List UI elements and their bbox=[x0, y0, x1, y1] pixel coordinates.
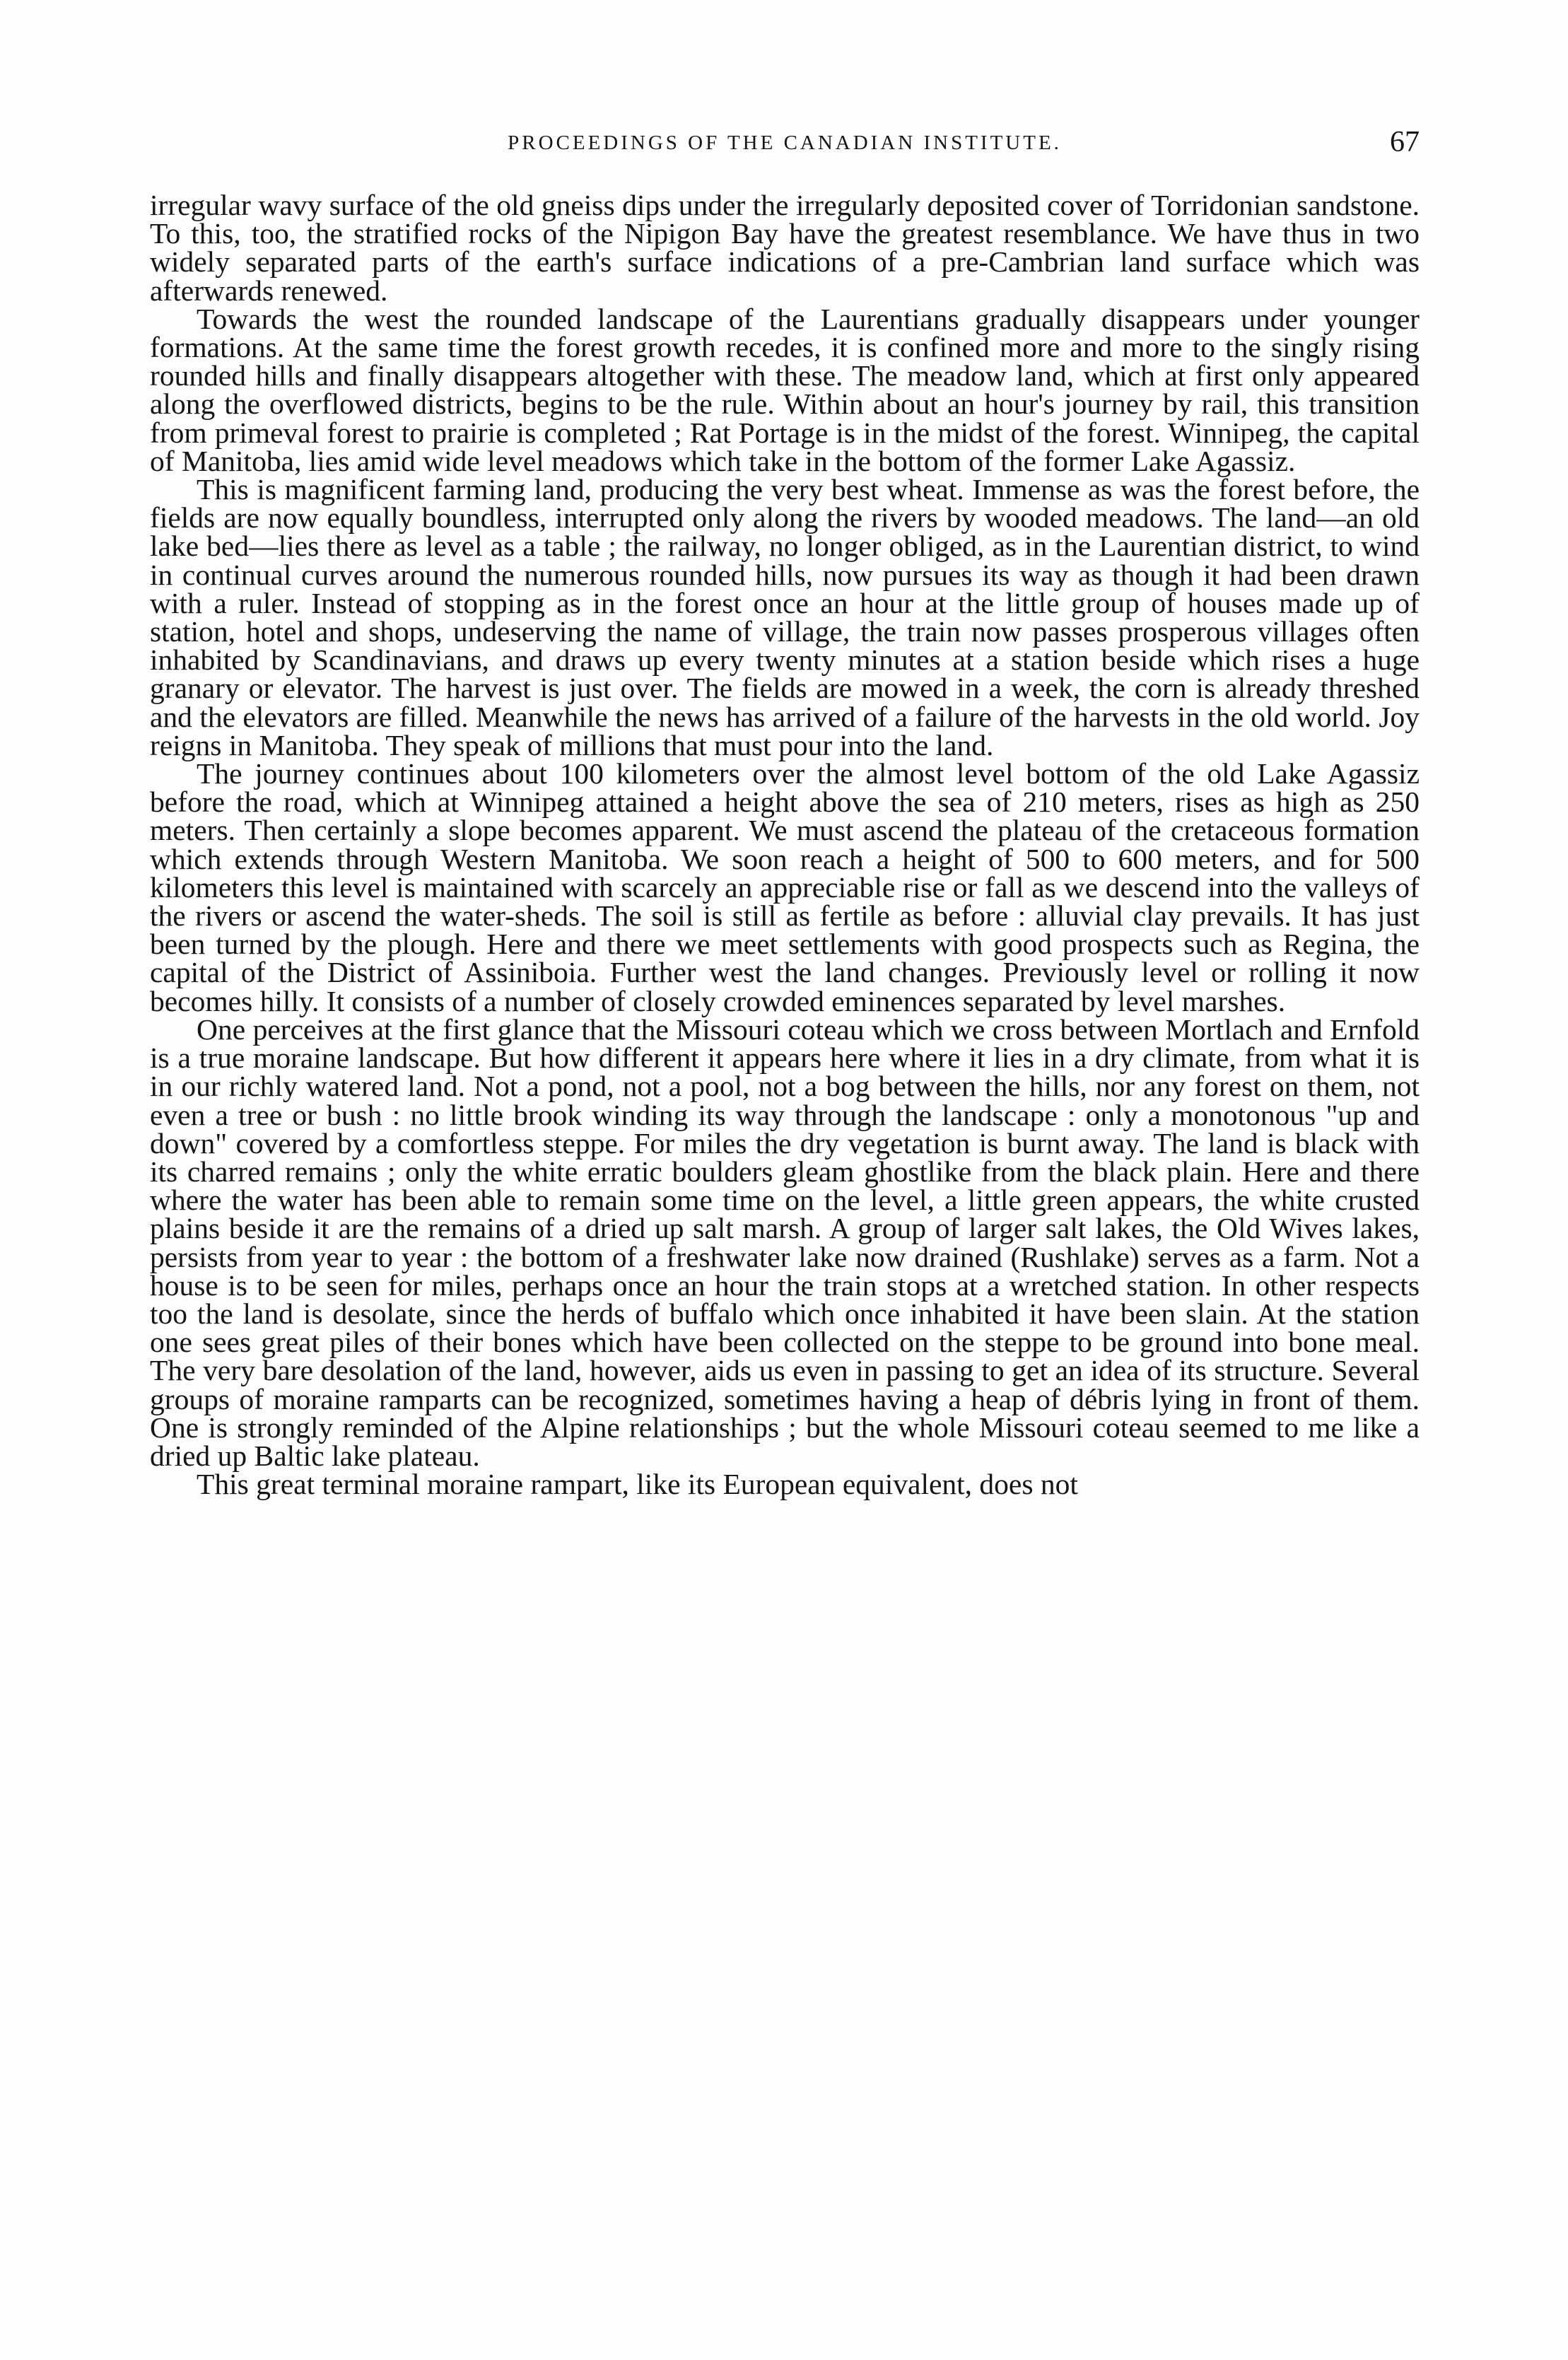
paragraph-6: This great terminal moraine rampart, like its European equivalent, does not bbox=[197, 1468, 1078, 1501]
paragraph-5: One perceives at the first glance that the Missouri coteau which we cross between Mortlach and Ernfold is a true moraine landscape. But how different it appears here where it lies in a dry climate, from what it is in our richly watered land. Not a pond, not a pool, not a bog between the hills, nor any forest on them, not even a tree or bush : no little brook winding its way through the landscape : only a monotonous "up and down" covered by a comfortless steppe. For miles the dry vegetation is burnt away. The land is black with its charred remains ; only the white erratic boulders gleam ghostlike from the black plain. Here and there where the water has been able to remain some time on the level, a little green appears, the white crusted plains beside it are the remains of a dried up salt marsh. A group of larger salt lakes, the Old Wives lakes, persists from year to year : the bottom of a freshwater lake now drained (Rushlake) serves as a farm. Not a house is to be seen for miles, perhaps once an hour the train stops at a wretched station. In other respects too the land is desolate, since the herds of buffalo which once inhabited it have been slain. At the station one sees great piles of their bones which have been collected on the steppe to be ground into bone meal. The very bare desolation of the land, however, aids us even in passing to get an idea of its structure. Several groups of moraine ramparts can be recognized, sometimes having a heap of débris lying in front of them. One is strongly reminded of the Alpine relationships ; but the whole Missouri coteau seemed to me like a dried up Baltic lake plateau. bbox=[150, 1012, 1420, 1472]
page-header bbox=[150, 126, 1420, 164]
body-text bbox=[150, 189, 1420, 1501]
paragraph-1: irregular wavy surface of the old gneiss dips under the irregularly deposited cover of Torridonian sandstone. To this, too, the stratified rocks of the Nipigon Bay have the greatest resemblance. We have thus in two widely separated parts of the earth's surface indications of a pre-Cambrian land surface which was afterwards renewed. bbox=[150, 189, 1420, 307]
paragraph-4: The journey continues about 100 kilometers over the almost level bottom of the old Lake Agassiz before the road, which at Winnipeg attained a height above the sea of 210 meters, rises as high as 250 meters. Then certainly a slope becomes apparent. We must ascend the plateau of the cretaceous formation which extends through Western Manitoba. We soon reach a height of 500 to 600 meters, and for 500 kilometers this level is maintained with scarcely an appreciable rise or fall as we descend into the valleys of the rivers or ascend the water-sheds. The soil is still as fertile as before : alluvial clay prevails. It has just been turned by the plough. Here and there we meet settlements with good prospects such as Regina, the capital of the District of Assiniboia. Further west the land changes. Previously level or rolling it now becomes hilly. It consists of a number of closely crowded eminences separated by level marshes. bbox=[150, 757, 1420, 1017]
paragraph-3: This is magnificent farming land, producing the very best wheat. Immense as was the forest before, the fields are now equally boundless, interrupted only along the rivers by wooded meadows. The land—an old lake bed—lies there as level as a table ; the railway, no longer obliged, as in the Laurentian district, to wind in continual curves around the numerous rounded hills, now pursues its way as though it had been drawn with a ruler. Instead of stopping as in the forest once an hour at the little group of houses made up of station, hotel and shops, undeserving the name of village, the train now passes prosperous villages often inhabited by Scandinavians, and draws up every twenty minutes at a station beside which rises a huge granary or elevator. The harvest is just over. The fields are mowed in a week, the corn is already threshed and the elevators are filled. Meanwhile the news has arrived of a failure of the harvests in the old world. Joy reigns in Manitoba. They speak of millions that must pour into the land. bbox=[150, 473, 1420, 761]
running-head: PROCEEDINGS OF THE CANADIAN INSTITUTE. bbox=[508, 132, 1062, 154]
page-number: 67 bbox=[1390, 126, 1420, 158]
paragraph-2: Towards the west the rounded landscape of the Laurentians gradually disappears under younger formations. At the same time the forest growth recedes, it is confined more and more to the singly rising rounded hills and finally disappears altogether with these. The meadow land, which at first only appeared along the overflowed districts, begins to be the rule. Within about an hour's journey by rail, this transition from primeval forest to prairie is completed ; Rat Portage is in the midst of the forest. Winnipeg, the capital of Manitoba, lies amid wide level meadows which take in the bottom of the former Lake Agassiz. bbox=[150, 302, 1420, 477]
